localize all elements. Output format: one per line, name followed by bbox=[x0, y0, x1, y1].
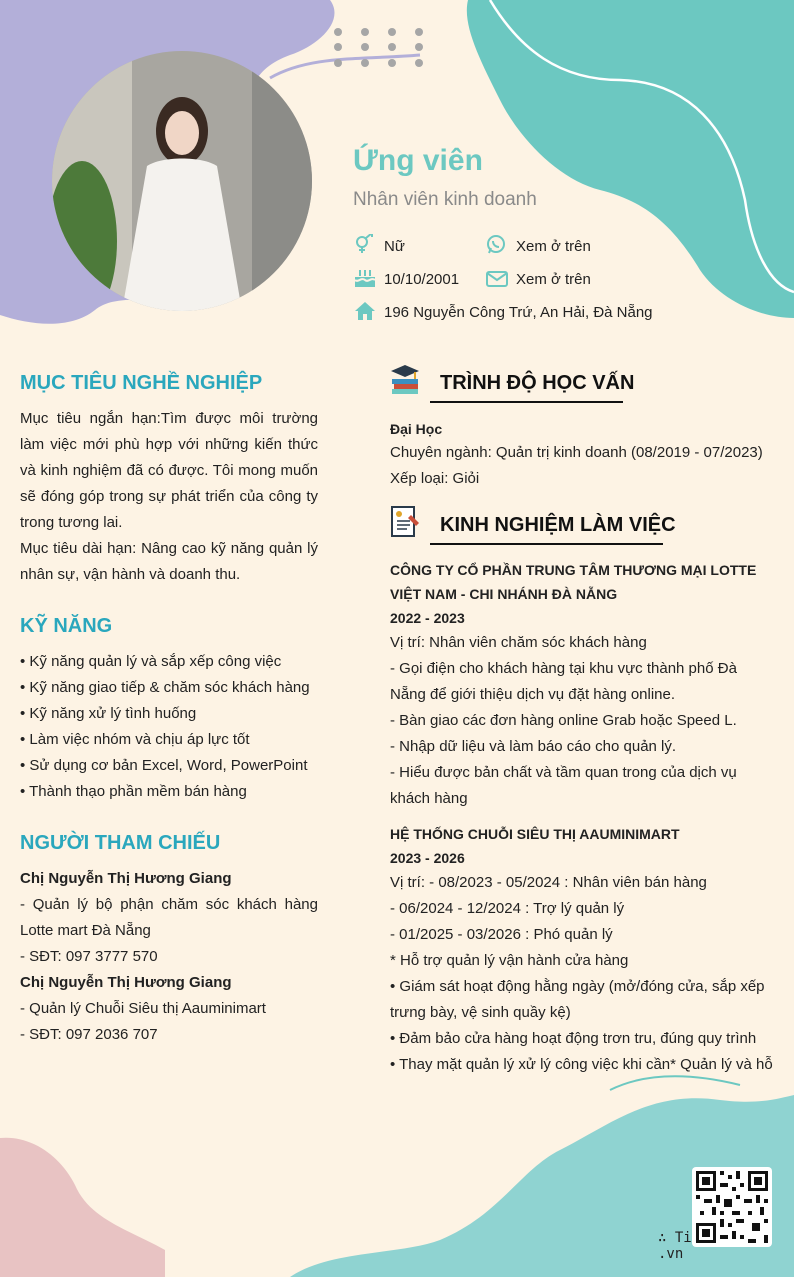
reference-phone: - SĐT: 097 3777 570 bbox=[20, 948, 158, 965]
career-long-term: Mục tiêu dài hạn: Nâng cao kỹ năng quản lý nhân sự, vận hành và doanh thu. bbox=[20, 540, 318, 583]
education-degree: Đại Học bbox=[390, 421, 443, 437]
candidate-position: Nhân viên kinh doanh bbox=[353, 189, 537, 210]
watermark-suffix: .vn bbox=[658, 1246, 684, 1262]
job-company: CÔNG TY CỔ PHẦN TRUNG TÂM THƯƠNG MẠI LOTTE bbox=[390, 562, 757, 578]
whatsapp-icon bbox=[486, 235, 508, 255]
job-detail-line: - 01/2025 - 03/2026 : Phó quản lý bbox=[390, 926, 613, 943]
home-icon bbox=[354, 301, 376, 321]
candidate-name: Ứng viên bbox=[353, 144, 483, 177]
reference-name: Chị Nguyễn Thị Hương Giang bbox=[20, 974, 232, 991]
job-detail-line: Nẵng để giới thiệu dịch vụ đặt hàng online. bbox=[390, 686, 676, 703]
skill-item: • Sử dụng cơ bản Excel, Word, PowerPoint bbox=[20, 757, 308, 774]
skill-item: • Kỹ năng quản lý và sắp xếp công việc bbox=[20, 653, 282, 670]
cake-icon bbox=[354, 268, 376, 288]
job-detail-line: Vị trí: Nhân viên chăm sóc khách hàng bbox=[390, 634, 647, 651]
skills-heading: KỸ NĂNG bbox=[20, 615, 113, 637]
skill-item: • Thành thạo phần mềm bán hàng bbox=[20, 783, 247, 800]
skill-item: • Kỹ năng xử lý tình huống bbox=[20, 705, 197, 722]
experience-heading-underline bbox=[430, 543, 663, 545]
job-detail-line: - 06/2024 - 12/2024 : Trợ lý quản lý bbox=[390, 900, 625, 917]
skill-item: • Làm việc nhóm và chịu áp lực tốt bbox=[20, 731, 250, 748]
job-detail-line: * Hỗ trợ quản lý vận hành cửa hàng bbox=[390, 952, 629, 969]
job-detail-line: trưng bày, vệ sinh quầy kệ) bbox=[390, 1004, 571, 1021]
job-detail-line: - Hiểu được bản chất và tầm quan trong của dịch vụ bbox=[390, 764, 737, 781]
job-detail-line: Vị trí: - 08/2023 - 05/2024 : Nhân viên bán hàng bbox=[390, 874, 707, 891]
experience-heading: KINH NGHIỆM LÀM VIỆC bbox=[440, 514, 676, 536]
references-heading: NGƯỜI THAM CHIẾU bbox=[20, 832, 221, 854]
phone-value: Xem ở trên bbox=[516, 238, 591, 255]
job-company: HỆ THỐNG CHUỖI SIÊU THỊ AAUMINIMART bbox=[390, 826, 680, 842]
candidate-photo bbox=[52, 51, 312, 311]
qr-code[interactable] bbox=[692, 1167, 772, 1247]
watermark-prefix: ∴ Ti bbox=[658, 1230, 692, 1246]
job-period: 2023 - 2026 bbox=[390, 850, 465, 866]
education-rank: Xếp loại: Giỏi bbox=[390, 470, 480, 487]
email-value: Xem ở trên bbox=[516, 271, 591, 288]
address-value: 196 Nguyễn Công Trứ, An Hải, Đà Nẵng bbox=[384, 304, 653, 321]
reference-phone: - SĐT: 097 2036 707 bbox=[20, 1026, 158, 1043]
resume-document-icon bbox=[389, 505, 421, 539]
reference-role: - Quản lý bộ phận chăm sóc khách hàng Lotte mart Đà Nẵng bbox=[20, 896, 318, 939]
birthday-value: 10/10/2001 bbox=[384, 271, 460, 288]
career-objective-heading: MỤC TIÊU NGHỀ NGHIỆP bbox=[20, 372, 263, 394]
graduation-books-icon bbox=[389, 363, 421, 395]
job-company: VIỆT NAM - CHI NHÁNH ĐÀ NẴNG bbox=[390, 586, 618, 602]
education-major: Chuyên ngành: Quản trị kinh doanh (08/2019 - 07/2023) bbox=[390, 444, 763, 461]
job-detail-line: - Gọi điện cho khách hàng tại khu vực thành phố Đà bbox=[390, 660, 737, 677]
education-heading: TRÌNH ĐỘ HỌC VẤN bbox=[440, 372, 635, 394]
education-heading-underline bbox=[430, 401, 623, 403]
job-detail-line: - Bàn giao các đơn hàng online Grab hoặc Speed L. bbox=[390, 712, 737, 729]
gender-value: Nữ bbox=[384, 238, 405, 255]
job-detail-line: • Giám sát hoạt động hằng ngày (mở/đóng cửa, sắp xếp bbox=[390, 978, 765, 995]
skill-item: • Kỹ năng giao tiếp & chăm sóc khách hàng bbox=[20, 679, 310, 696]
reference-name: Chị Nguyễn Thị Hương Giang bbox=[20, 870, 232, 887]
reference-role: - Quản lý Chuỗi Siêu thị Aauminimart bbox=[20, 1000, 266, 1017]
job-detail-line: • Thay mặt quản lý xử lý công việc khi cần* Quản lý và hỗ bbox=[390, 1056, 773, 1073]
career-short-term: Mục tiêu ngắn hạn:Tìm được môi trường làm việc mới phù hợp với những kiến thức và kinh nghiệm đã có được. Tôi mong muốn sẽ đóng góp trong sự phát triển của công ty trong tương lai. bbox=[20, 410, 318, 531]
gender-icon bbox=[354, 234, 376, 254]
job-detail-line: khách hàng bbox=[390, 790, 468, 807]
job-detail-line: • Đảm bảo cửa hàng hoạt động trơn tru, đúng quy trình bbox=[390, 1030, 757, 1047]
mail-icon bbox=[486, 269, 508, 289]
job-period: 2022 - 2023 bbox=[390, 610, 465, 626]
job-detail-line: - Nhập dữ liệu và làm báo cáo cho quản lý. bbox=[390, 738, 677, 755]
